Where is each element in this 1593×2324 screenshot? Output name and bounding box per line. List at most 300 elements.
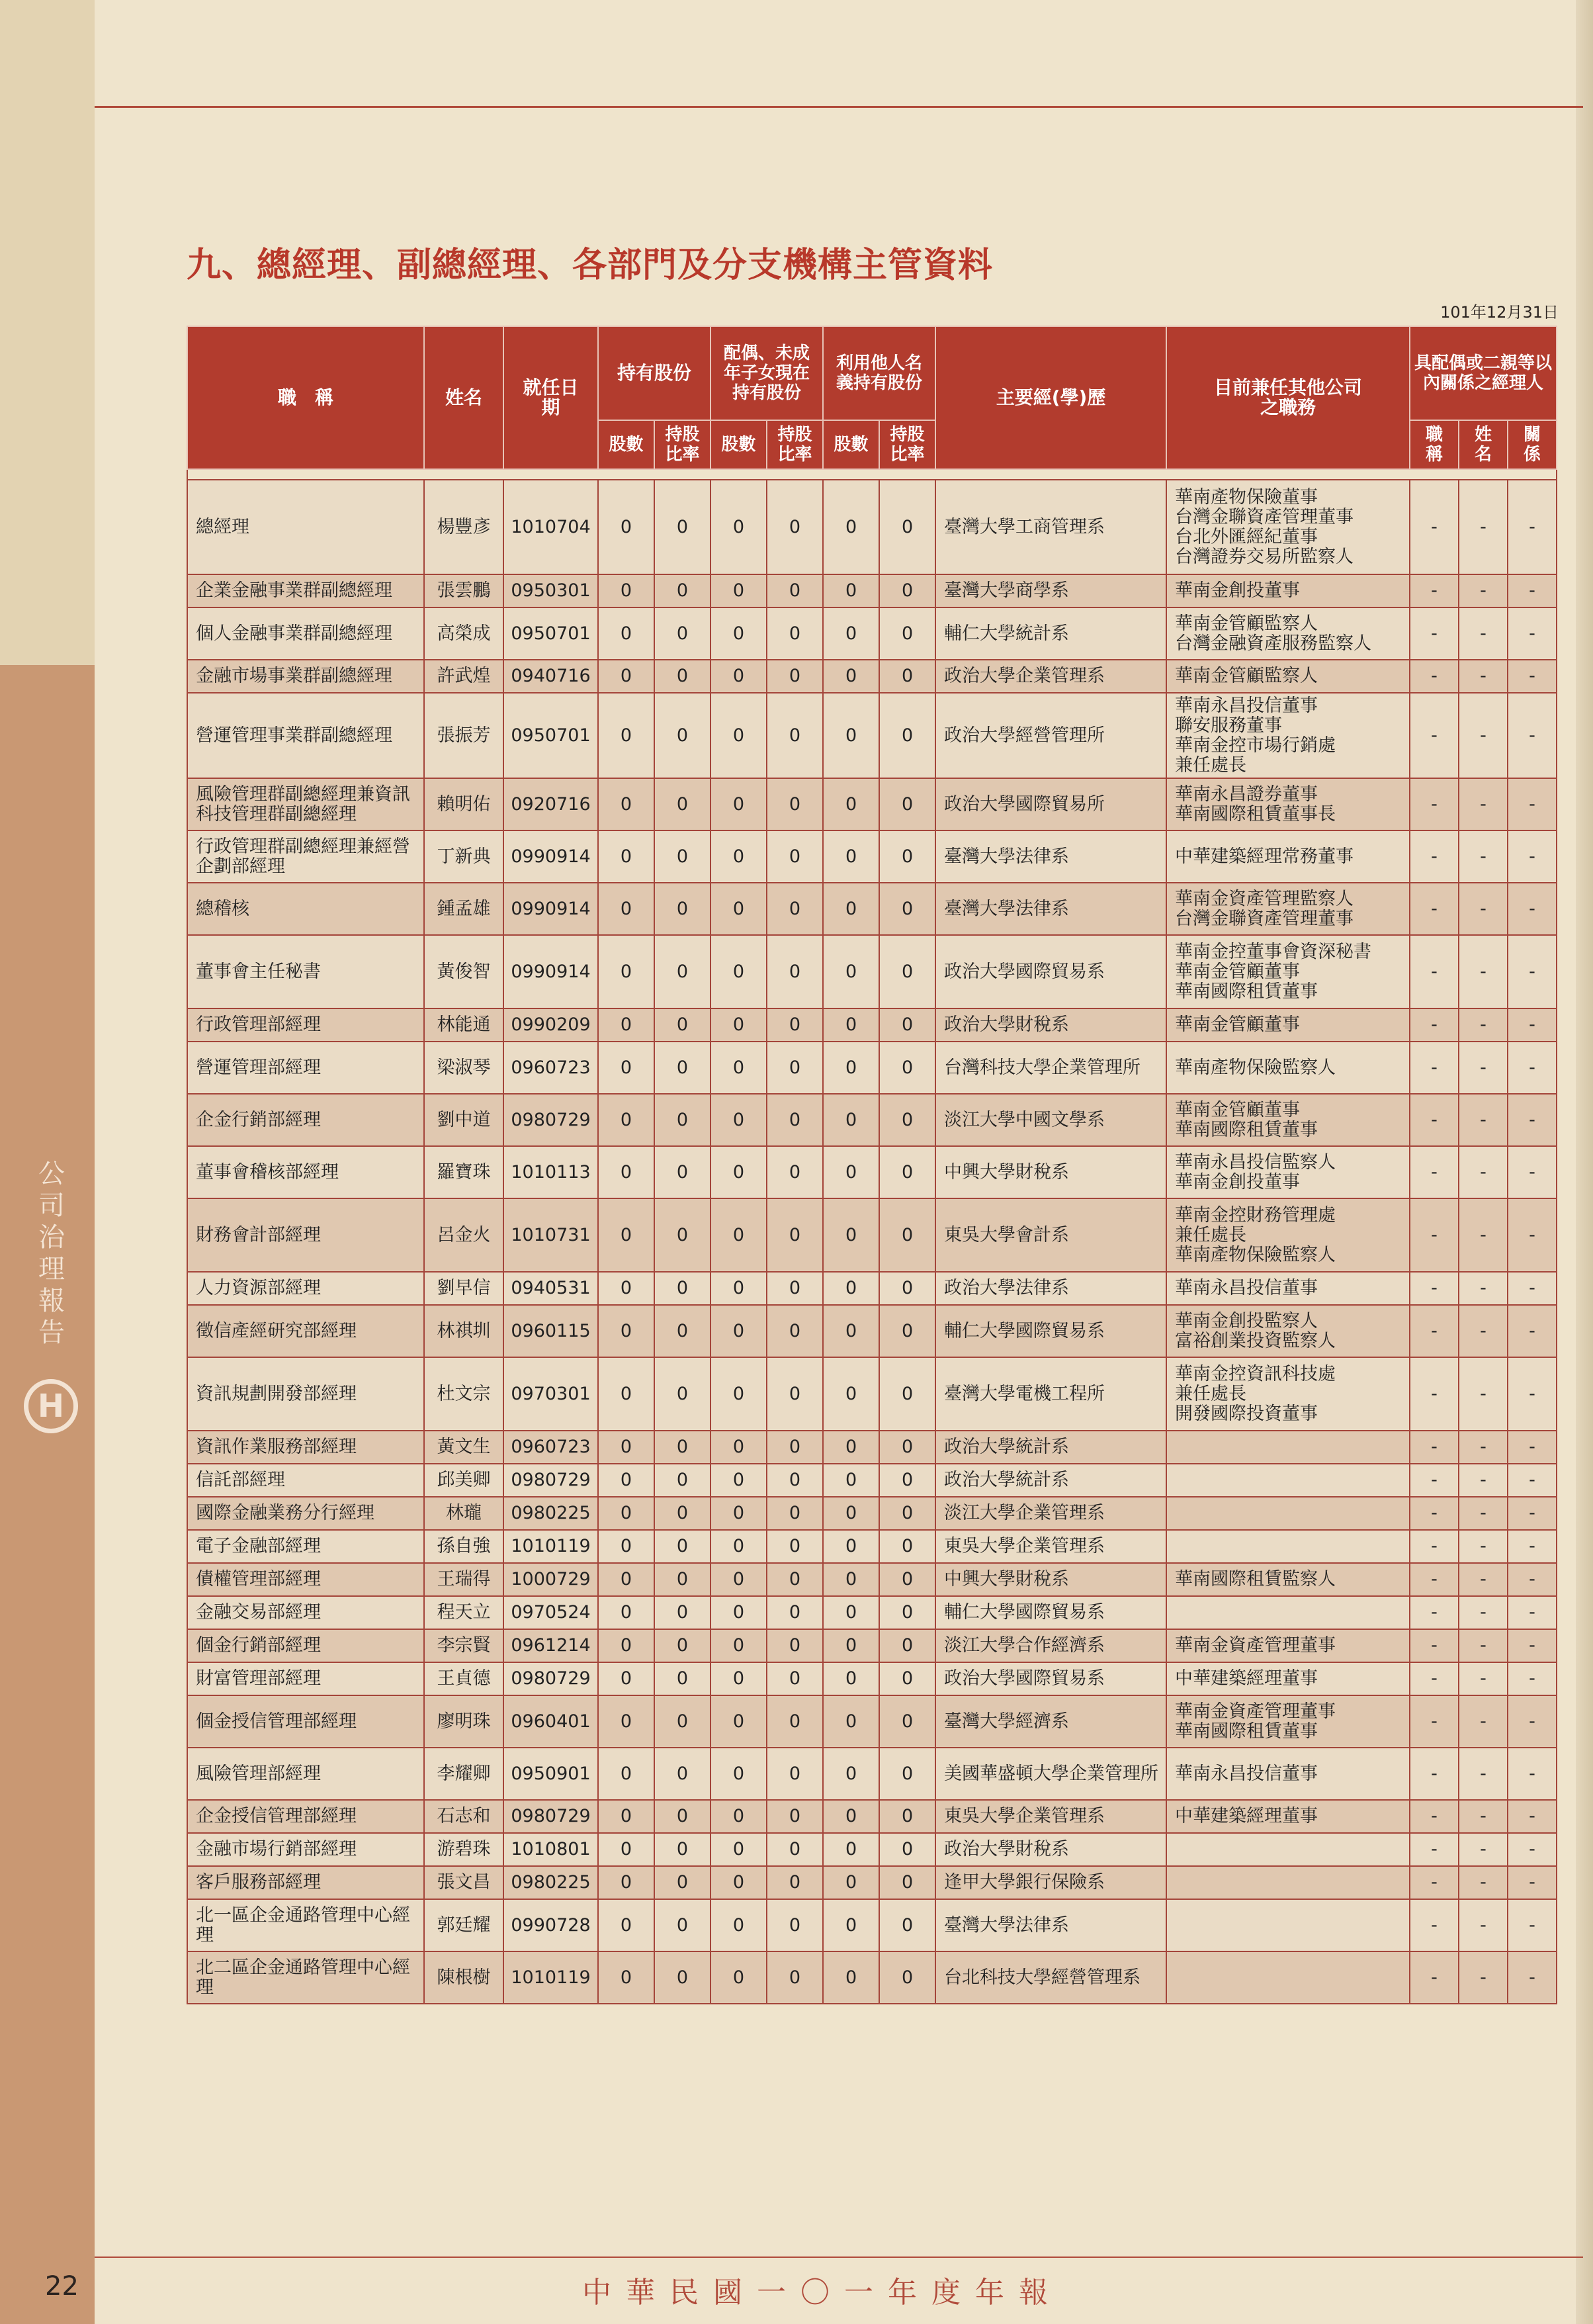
row-title: 營運管理事業群副總經理: [187, 693, 424, 778]
other-position-line: 中華建築經理董事: [1175, 1806, 1318, 1826]
row-nominee-shares: 0: [823, 1008, 879, 1042]
row-relative-relation: -: [1508, 1094, 1557, 1146]
row-experience: 政治大學國際貿易系: [935, 935, 1166, 1008]
row-name: 邱美卿: [424, 1464, 503, 1497]
row-other-positions: [1166, 693, 1410, 778]
row-experience: 政治大學國際貿易所: [935, 778, 1166, 830]
row-relative-title: -: [1410, 830, 1459, 883]
row-start-date: 0960723: [503, 1042, 598, 1094]
row-shares: 0: [598, 778, 654, 830]
row-relative-relation: -: [1508, 1833, 1557, 1866]
row-shares: 0: [598, 607, 654, 660]
table-row: [187, 1431, 1557, 1464]
row-relative-name: -: [1459, 778, 1508, 830]
row-nominee-shares: 0: [823, 1748, 879, 1800]
row-experience: 淡江大學中國文學系: [935, 1094, 1166, 1146]
row-name: 梁淑琴: [424, 1042, 503, 1094]
row-experience: 東吳大學企業管理系: [935, 1800, 1166, 1833]
row-relative-name: -: [1459, 1695, 1508, 1748]
row-spouse-ratio: 0: [767, 1695, 823, 1748]
row-shares: 0: [598, 1464, 654, 1497]
row-relative-title: -: [1410, 660, 1459, 693]
row-spouse-shares: 0: [710, 883, 767, 935]
row-relative-name: -: [1459, 1272, 1508, 1305]
row-spouse-shares: 0: [710, 1357, 767, 1431]
row-ratio: 0: [654, 1305, 710, 1357]
other-position-line: 華南金管顧董事: [1175, 1014, 1301, 1035]
row-other-positions: [1166, 1866, 1410, 1899]
hua-nan-logo-icon: H: [24, 1379, 78, 1433]
row-start-date: 0950301: [503, 574, 598, 607]
row-nominee-shares: 0: [823, 660, 879, 693]
row-title: 客戶服務部經理: [187, 1866, 424, 1899]
row-name: 石志和: [424, 1800, 503, 1833]
table-row: [187, 830, 1557, 883]
row-relative-title: -: [1410, 607, 1459, 660]
header-spouse-ratio: 持股比率: [767, 420, 823, 469]
row-relative-name: -: [1459, 1305, 1508, 1357]
row-other-positions: [1166, 1530, 1410, 1563]
row-relative-title: -: [1410, 1008, 1459, 1042]
other-position-line: 華南金控財務管理處: [1175, 1204, 1336, 1226]
row-shares: 0: [598, 693, 654, 778]
table-row: [187, 1198, 1557, 1272]
row-spouse-shares: 0: [710, 1951, 767, 2004]
row-experience: 輔仁大學國際貿易系: [935, 1596, 1166, 1629]
other-position-line: 開發國際投資董事: [1175, 1403, 1318, 1424]
row-ratio: 0: [654, 1008, 710, 1042]
row-spouse-ratio: 0: [767, 830, 823, 883]
row-other-positions: [1166, 1596, 1410, 1629]
row-experience: 臺灣大學電機工程所: [935, 1357, 1166, 1431]
row-name: 杜文宗: [424, 1357, 503, 1431]
row-experience: 東吳大學企業管理系: [935, 1530, 1166, 1563]
table-row: [187, 1042, 1557, 1094]
row-start-date: 0950901: [503, 1748, 598, 1800]
row-other-positions: [1166, 778, 1410, 830]
table-row: [187, 1146, 1557, 1198]
row-spouse-shares: 0: [710, 1748, 767, 1800]
row-relative-relation: -: [1508, 1596, 1557, 1629]
row-ratio: 0: [654, 693, 710, 778]
row-name: 郭廷耀: [424, 1899, 503, 1951]
row-spouse-ratio: 0: [767, 1833, 823, 1866]
row-nominee-ratio: 0: [879, 574, 935, 607]
row-start-date: 0980225: [503, 1866, 598, 1899]
row-other-positions: [1166, 1146, 1410, 1198]
row-relative-relation: -: [1508, 1899, 1557, 1951]
row-nominee-shares: 0: [823, 935, 879, 1008]
other-position-line: 兼任處長: [1175, 1224, 1247, 1245]
row-shares: 0: [598, 1042, 654, 1094]
row-relative-title: -: [1410, 693, 1459, 778]
row-spouse-ratio: 0: [767, 1464, 823, 1497]
row-shares: 0: [598, 574, 654, 607]
row-relative-name: -: [1459, 1866, 1508, 1899]
other-position-line: 華南金資產管理董事: [1175, 1635, 1336, 1656]
row-relative-relation: -: [1508, 1042, 1557, 1094]
row-title: 個金授信管理部經理: [187, 1695, 424, 1748]
row-spouse-shares: 0: [710, 935, 767, 1008]
row-title: 風險管理群副總經理兼資訊科技管理群副總經理: [187, 778, 424, 830]
row-nominee-shares: 0: [823, 1146, 879, 1198]
row-spouse-shares: 0: [710, 1198, 767, 1272]
row-name: 高榮成: [424, 607, 503, 660]
other-position-line: 華南金管顧董事: [1175, 961, 1301, 982]
row-ratio: 0: [654, 660, 710, 693]
row-spouse-ratio: 0: [767, 480, 823, 574]
row-spouse-ratio: 0: [767, 1094, 823, 1146]
row-relative-relation: -: [1508, 660, 1557, 693]
row-ratio: 0: [654, 1800, 710, 1833]
row-spouse-shares: 0: [710, 1431, 767, 1464]
row-nominee-ratio: 0: [879, 1530, 935, 1563]
row-experience: 臺灣大學法律系: [935, 883, 1166, 935]
row-spouse-ratio: 0: [767, 1748, 823, 1800]
row-shares: 0: [598, 1833, 654, 1866]
row-spouse-shares: 0: [710, 778, 767, 830]
row-relative-title: -: [1410, 1596, 1459, 1629]
row-experience: 臺灣大學法律系: [935, 830, 1166, 883]
row-title: 資訊作業服務部經理: [187, 1431, 424, 1464]
row-relative-name: -: [1459, 660, 1508, 693]
row-nominee-ratio: 0: [879, 1094, 935, 1146]
table-row: [187, 1094, 1557, 1146]
row-nominee-shares: 0: [823, 1357, 879, 1431]
row-nominee-ratio: 0: [879, 1146, 935, 1198]
header-experience: 主要經(學)歷: [935, 326, 1166, 469]
row-other-positions: [1166, 1094, 1410, 1146]
row-spouse-shares: 0: [710, 1008, 767, 1042]
row-relative-relation: -: [1508, 883, 1557, 935]
row-relative-relation: -: [1508, 1800, 1557, 1833]
other-position-line: 中華建築經理常務董事: [1175, 846, 1354, 867]
row-other-positions: [1166, 1748, 1410, 1800]
row-spouse-shares: 0: [710, 607, 767, 660]
other-position-line: 華南金控董事會資深秘書: [1175, 941, 1372, 962]
row-nominee-shares: 0: [823, 1497, 879, 1530]
header-relative-relation: 關係: [1508, 420, 1557, 469]
row-ratio: 0: [654, 1431, 710, 1464]
row-ratio: 0: [654, 1563, 710, 1596]
row-relative-relation: -: [1508, 1563, 1557, 1596]
row-other-positions: [1166, 1563, 1410, 1596]
row-nominee-shares: 0: [823, 1464, 879, 1497]
row-relative-title: -: [1410, 1563, 1459, 1596]
top-rule: [95, 106, 1583, 108]
other-position-line: 兼任處長: [1175, 1383, 1247, 1404]
row-name: 王瑞得: [424, 1563, 503, 1596]
row-relative-name: -: [1459, 883, 1508, 935]
row-relative-relation: -: [1508, 1497, 1557, 1530]
row-name: 王貞德: [424, 1662, 503, 1695]
row-spouse-ratio: 0: [767, 1629, 823, 1662]
row-start-date: 1010119: [503, 1951, 598, 2004]
row-shares: 0: [598, 1800, 654, 1833]
row-relative-name: -: [1459, 1629, 1508, 1662]
row-relative-relation: -: [1508, 1530, 1557, 1563]
row-start-date: 0990728: [503, 1899, 598, 1951]
row-spouse-ratio: 0: [767, 1899, 823, 1951]
row-start-date: 0960401: [503, 1695, 598, 1748]
row-shares: 0: [598, 1596, 654, 1629]
row-other-positions: [1166, 1833, 1410, 1866]
row-other-positions: [1166, 1695, 1410, 1748]
table-header: [187, 326, 1557, 469]
row-title: 電子金融部經理: [187, 1530, 424, 1563]
row-spouse-ratio: 0: [767, 1497, 823, 1530]
row-spouse-ratio: 0: [767, 1563, 823, 1596]
row-other-positions: [1166, 1662, 1410, 1695]
row-spouse-ratio: 0: [767, 883, 823, 935]
row-shares: 0: [598, 1951, 654, 2004]
row-nominee-shares: 0: [823, 1305, 879, 1357]
row-title: 財務會計部經理: [187, 1198, 424, 1272]
row-nominee-ratio: 0: [879, 1042, 935, 1094]
table-row: [187, 480, 1557, 574]
row-relative-name: -: [1459, 1008, 1508, 1042]
row-nominee-ratio: 0: [879, 778, 935, 830]
row-relative-relation: -: [1508, 1357, 1557, 1431]
row-relative-relation: -: [1508, 1748, 1557, 1800]
row-relative-title: -: [1410, 1305, 1459, 1357]
row-name: 劉早信: [424, 1272, 503, 1305]
row-spouse-shares: 0: [710, 1464, 767, 1497]
row-other-positions: [1166, 1042, 1410, 1094]
row-ratio: 0: [654, 1042, 710, 1094]
row-experience: 政治大學統計系: [935, 1431, 1166, 1464]
row-start-date: 0990914: [503, 935, 598, 1008]
row-ratio: 0: [654, 1833, 710, 1866]
table-row: [187, 1951, 1557, 2004]
other-position-line: 台灣金聯資產管理董事: [1175, 908, 1354, 929]
row-spouse-ratio: 0: [767, 693, 823, 778]
as-of-date: 101年12月31日: [1440, 303, 1559, 322]
row-nominee-shares: 0: [823, 1094, 879, 1146]
table-row: [187, 1899, 1557, 1951]
row-ratio: 0: [654, 1596, 710, 1629]
row-relative-title: -: [1410, 1800, 1459, 1833]
row-start-date: 0980729: [503, 1094, 598, 1146]
other-position-line: 華南產物保險監察人: [1175, 1244, 1336, 1265]
row-relative-title: -: [1410, 1695, 1459, 1748]
table-row: [187, 1800, 1557, 1833]
row-relative-relation: -: [1508, 778, 1557, 830]
row-shares: 0: [598, 1563, 654, 1596]
row-relative-relation: -: [1508, 1008, 1557, 1042]
row-name: 羅寶珠: [424, 1146, 503, 1198]
other-position-line: 華南金管顧監察人: [1175, 666, 1318, 686]
row-title: 北一區企金通路管理中心經理: [187, 1899, 424, 1951]
row-name: 張雲鵬: [424, 574, 503, 607]
row-relative-name: -: [1459, 1662, 1508, 1695]
row-other-positions: [1166, 1629, 1410, 1662]
row-nominee-ratio: 0: [879, 883, 935, 935]
row-spouse-ratio: 0: [767, 1272, 823, 1305]
row-ratio: 0: [654, 480, 710, 574]
row-spouse-ratio: 0: [767, 1008, 823, 1042]
row-spouse-shares: 0: [710, 1629, 767, 1662]
bottom-rule: [95, 2257, 1583, 2258]
row-name: 劉中道: [424, 1094, 503, 1146]
other-position-line: 華南金創投董事: [1175, 580, 1301, 601]
table-row: [187, 883, 1557, 935]
row-relative-name: -: [1459, 1563, 1508, 1596]
row-experience: 政治大學國際貿易系: [935, 1662, 1166, 1695]
row-title: 債權管理部經理: [187, 1563, 424, 1596]
row-start-date: 0980729: [503, 1662, 598, 1695]
row-ratio: 0: [654, 1272, 710, 1305]
row-shares: 0: [598, 1198, 654, 1272]
row-spouse-ratio: 0: [767, 1146, 823, 1198]
row-relative-title: -: [1410, 1272, 1459, 1305]
row-nominee-shares: 0: [823, 1042, 879, 1094]
row-relative-title: -: [1410, 1662, 1459, 1695]
row-name: 賴明佑: [424, 778, 503, 830]
side-section-title: 公司治理報告: [38, 1159, 65, 1348]
row-relative-name: -: [1459, 1497, 1508, 1530]
row-title: 企金授信管理部經理: [187, 1800, 424, 1833]
other-position-line: 華南永昌證券董事: [1175, 783, 1318, 805]
row-nominee-ratio: 0: [879, 1695, 935, 1748]
other-position-line: 華南永昌投信董事: [1175, 695, 1318, 716]
header-holdings: 持有股份: [598, 326, 710, 420]
row-spouse-ratio: 0: [767, 935, 823, 1008]
row-name: 楊豐彥: [424, 480, 503, 574]
table-row: [187, 1497, 1557, 1530]
other-position-line: 華南金創投董事: [1175, 1171, 1301, 1192]
row-spouse-shares: 0: [710, 1695, 767, 1748]
row-relative-relation: -: [1508, 1305, 1557, 1357]
row-title: 資訊規劃開發部經理: [187, 1357, 424, 1431]
other-position-line: 華南國際租賃董事: [1175, 1721, 1318, 1742]
table-row: [187, 1563, 1557, 1596]
row-relative-name: -: [1459, 935, 1508, 1008]
row-nominee-shares: 0: [823, 778, 879, 830]
row-shares: 0: [598, 883, 654, 935]
table-row: [187, 1833, 1557, 1866]
row-title: 企金行銷部經理: [187, 1094, 424, 1146]
row-nominee-ratio: 0: [879, 1497, 935, 1530]
row-start-date: 1000729: [503, 1563, 598, 1596]
page-title: 九、總經理、副總經理、各部門及分支機構主管資料: [187, 246, 994, 285]
row-relative-relation: -: [1508, 1464, 1557, 1497]
row-start-date: 0980729: [503, 1464, 598, 1497]
row-relative-name: -: [1459, 1748, 1508, 1800]
row-relative-name: -: [1459, 1596, 1508, 1629]
row-name: 許武煌: [424, 660, 503, 693]
row-start-date: 1010113: [503, 1146, 598, 1198]
row-relative-title: -: [1410, 1629, 1459, 1662]
row-title: 營運管理部經理: [187, 1042, 424, 1094]
managers-table-wrapper: [187, 326, 1556, 2004]
row-ratio: 0: [654, 1357, 710, 1431]
row-other-positions: [1166, 1899, 1410, 1951]
row-other-positions: [1166, 1198, 1410, 1272]
row-relative-relation: -: [1508, 693, 1557, 778]
row-nominee-ratio: 0: [879, 1800, 935, 1833]
row-other-positions: [1166, 1951, 1410, 2004]
row-relative-name: -: [1459, 1146, 1508, 1198]
row-relative-name: -: [1459, 1530, 1508, 1563]
row-title: 行政管理群副總經理兼經營企劃部經理: [187, 830, 424, 883]
row-start-date: 0980729: [503, 1800, 598, 1833]
row-title: 金融市場事業群副總經理: [187, 660, 424, 693]
row-relative-title: -: [1410, 1899, 1459, 1951]
row-title: 董事會稽核部經理: [187, 1146, 424, 1198]
other-position-line: 華南產物保險董事: [1175, 486, 1318, 508]
row-ratio: 0: [654, 778, 710, 830]
row-shares: 0: [598, 1305, 654, 1357]
row-start-date: 0940531: [503, 1272, 598, 1305]
row-title: 徵信產經研究部經理: [187, 1305, 424, 1357]
row-relative-name: -: [1459, 1094, 1508, 1146]
row-start-date: 0960115: [503, 1305, 598, 1357]
row-ratio: 0: [654, 1530, 710, 1563]
row-nominee-ratio: 0: [879, 1305, 935, 1357]
page-number: 22: [45, 2271, 79, 2302]
table-row: [187, 1629, 1557, 1662]
other-position-line: 華南金管顧董事: [1175, 1099, 1301, 1120]
row-relative-name: -: [1459, 1899, 1508, 1951]
row-spouse-shares: 0: [710, 1800, 767, 1833]
row-start-date: 0970301: [503, 1357, 598, 1431]
row-ratio: 0: [654, 1899, 710, 1951]
row-experience: 中興大學財稅系: [935, 1146, 1166, 1198]
row-ratio: 0: [654, 1094, 710, 1146]
row-nominee-shares: 0: [823, 1198, 879, 1272]
row-experience: 政治大學經營管理所: [935, 693, 1166, 778]
row-relative-name: -: [1459, 1951, 1508, 2004]
row-spouse-ratio: 0: [767, 1042, 823, 1094]
row-ratio: 0: [654, 607, 710, 660]
row-experience: 輔仁大學統計系: [935, 607, 1166, 660]
row-other-positions: [1166, 607, 1410, 660]
row-other-positions: [1166, 1305, 1410, 1357]
other-position-line: 兼任處長: [1175, 754, 1247, 776]
row-relative-relation: -: [1508, 1662, 1557, 1695]
other-position-line: 聯安服務董事: [1175, 715, 1283, 736]
other-position-line: 華南國際租賃董事: [1175, 981, 1318, 1002]
row-relative-relation: -: [1508, 1431, 1557, 1464]
row-name: 張文昌: [424, 1866, 503, 1899]
row-title: 風險管理部經理: [187, 1748, 424, 1800]
row-start-date: 0990209: [503, 1008, 598, 1042]
row-nominee-shares: 0: [823, 693, 879, 778]
table-row: [187, 1596, 1557, 1629]
row-relative-title: -: [1410, 1146, 1459, 1198]
row-nominee-shares: 0: [823, 574, 879, 607]
table-row: [187, 660, 1557, 693]
row-nominee-ratio: 0: [879, 1629, 935, 1662]
row-nominee-shares: 0: [823, 1563, 879, 1596]
row-shares: 0: [598, 1530, 654, 1563]
row-shares: 0: [598, 1272, 654, 1305]
row-spouse-shares: 0: [710, 1899, 767, 1951]
row-name: 呂金火: [424, 1198, 503, 1272]
row-nominee-shares: 0: [823, 830, 879, 883]
row-spouse-ratio: 0: [767, 1530, 823, 1563]
row-shares: 0: [598, 1748, 654, 1800]
row-title: 總經理: [187, 480, 424, 574]
other-position-line: 台北外匯經紀董事: [1175, 526, 1318, 547]
row-experience: 淡江大學合作經濟系: [935, 1629, 1166, 1662]
row-spouse-ratio: 0: [767, 1305, 823, 1357]
table-row: [187, 1272, 1557, 1305]
row-relative-name: -: [1459, 1357, 1508, 1431]
row-experience: 輔仁大學國際貿易系: [935, 1305, 1166, 1357]
row-relative-name: -: [1459, 480, 1508, 574]
